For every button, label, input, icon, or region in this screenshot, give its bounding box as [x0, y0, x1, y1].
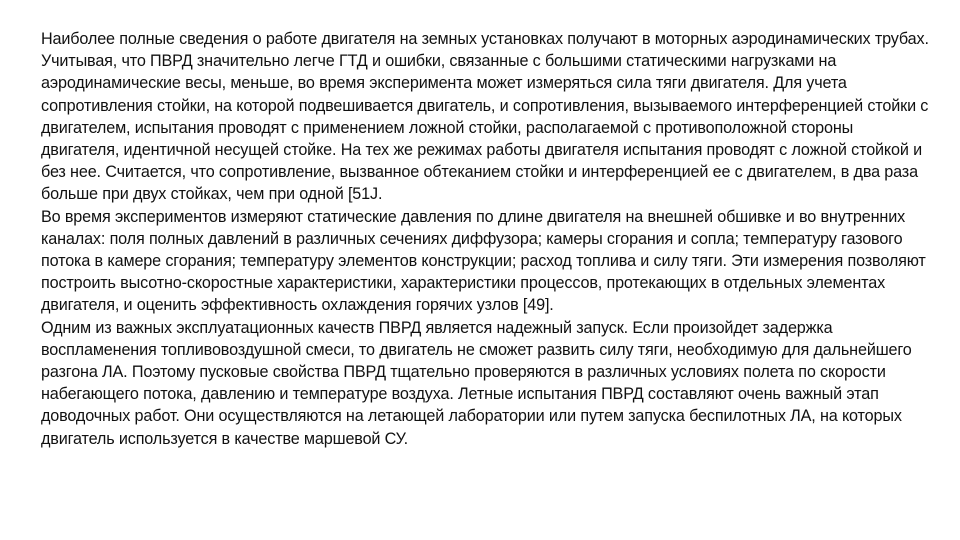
body-text: [41, 28, 931, 450]
paragraph-engine-testing: Наиболее полные сведения о работе двигателя на земных установках получают в моторных аэродинамических трубах. Учитывая, что ПВРД значительно легче ГТД и ошибки, связанные с большими статическими нагрузками на аэродинамические весы, меньше, во время эксперимента может измеряться сила тяги двигателя. Для учета сопротивления стойки, на которой подвешивается двигатель, и сопротивления, вызываемого интерференцией стойки с двигателем, испытания проводят с применением ложной стойки, располагаемой с противоположной стороны двигателя, идентичной несущей стойке. На тех же режимах работы двигателя испытания проводят с ложной стойкой и без нее. Считается, что сопротивление, вызванное обтеканием стойки и интерференцией ее с двигателем, в два раза больше при двух стойках, чем при одной [51J.: [41, 30, 929, 204]
paragraph-launch-reliability: Одним из важных эксплуатационных качеств ПВРД является надежный запуск. Если произойдет задержка воспламенения топливовоздушной смеси, то двигатель не сможет развить силу тяги, необходимую для дальнейшего разгона ЛА. Поэтому пусковые свойства ПВРД тщательно проверяются в различных условиях полета по скорости набегающего потока, давлению и температуре воздуха. Летные испытания ПВРД составляют очень важный этап доводочных работ. Они осуществляются на летающей лаборатории или путем запуска беспилотных ЛА, на которых двигатель используется в качестве маршевой СУ.: [41, 318, 912, 448]
paragraph-pressure-measurements: Во время экспериментов измеряют статические давления по длине двигателя на внешней обшивке и во внутренних каналах: поля полных давлений в различных сечениях диффузора; камеры сгорания и сопла; температуру газового потока в камере сгорания; температуру элементов конструкции; расход топлива и силу тяги. Эти измерения позволяют построить высотно-скоростные характеристики, характеристики процессов, протекающих в отдельных элементах двигателя, и оценить эффективность охлаждения горячих узлов [49].: [41, 207, 926, 315]
